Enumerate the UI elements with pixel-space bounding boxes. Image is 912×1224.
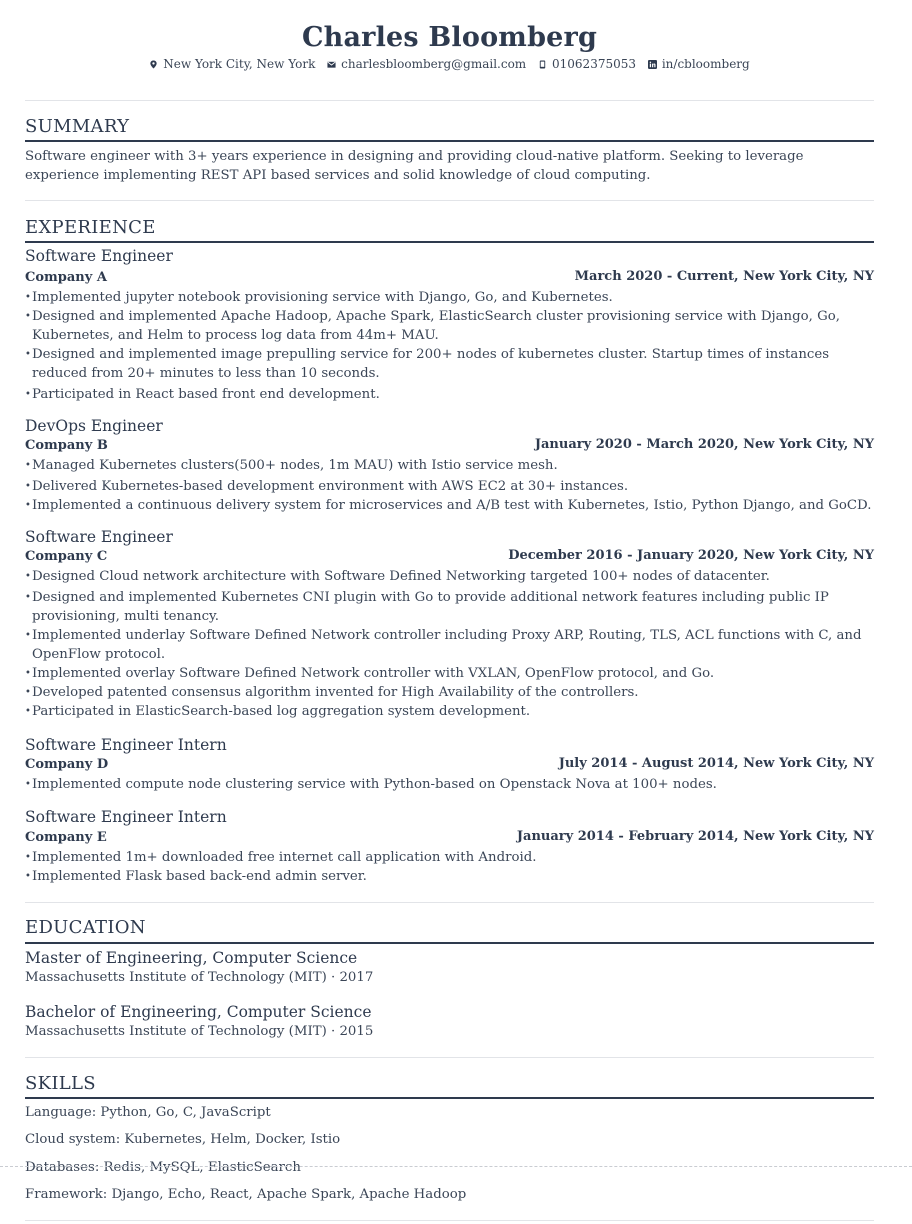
location-text: New York City, New York (163, 57, 316, 71)
contact-email[interactable] (327, 57, 526, 71)
mail-icon (327, 60, 336, 69)
phone-text[interactable]: 01062375053 (552, 57, 636, 71)
location-pin-icon (149, 60, 158, 69)
job-bullet: • Participated in React based front end development. (25, 385, 874, 404)
contact-line (25, 57, 874, 72)
job-company: Company D (25, 757, 109, 772)
skill-line: Cloud system: Kubernetes, Helm, Docker, Istio (25, 1132, 341, 1147)
skill-line: Framework: Django, Echo, React, Apache Spark, Apache Hadoop (25, 1187, 467, 1202)
job-dates: December 2016 - January 2020, New York City, NY (508, 548, 874, 563)
education-underline (25, 942, 874, 944)
contact-linkedin[interactable] (648, 57, 750, 71)
job-bullet: • Implemented overlay Software Defined Network controller with VXLAN, OpenFlow protocol, and Go. (25, 664, 874, 683)
contact-phone[interactable] (538, 57, 636, 71)
job-bullet: • Designed and implemented Kubernetes CNI plugin with Go to provide additional network features including public IP provisioning, multi tenancy. (25, 588, 874, 626)
experience-underline (25, 241, 874, 243)
job-bullet: • Implemented a continuous delivery system for microservices and A/B test with Kubernetes, Istio, Python Django, and GoCD. (25, 496, 874, 515)
job-bullet: • Implemented Flask based back-end admin server. (25, 867, 874, 886)
education-heading: EDUCATION (25, 917, 146, 938)
skills-heading: SKILLS (25, 1073, 96, 1094)
divider (25, 1057, 874, 1058)
job-bullet: • Designed and implemented Apache Hadoop, Apache Spark, ElasticSearch cluster provisioning service with Django, Go, Kubernetes, and Helm to process log data from 44m+ MAU. (25, 307, 874, 345)
divider (25, 100, 874, 101)
job-role: Software Engineer (25, 247, 173, 265)
job-company: Company C (25, 549, 108, 564)
divider (25, 200, 874, 201)
job-role: Software Engineer Intern (25, 808, 227, 826)
degree-school: Massachusetts Institute of Technology (MIT) · 2017 (25, 970, 374, 985)
degree-school: Massachusetts Institute of Technology (MIT) · 2015 (25, 1024, 374, 1039)
job-company: Company E (25, 830, 107, 845)
contact-location (149, 57, 315, 71)
job-company: Company A (25, 270, 107, 285)
linkedin-icon (648, 60, 657, 69)
job-bullet: • Delivered Kubernetes-based development environment with AWS EC2 at 30+ instances. (25, 477, 874, 496)
job-bullet: • Managed Kubernetes clusters(500+ nodes, 1m MAU) with Istio service mesh. (25, 456, 874, 475)
job-bullet: • Participated in ElasticSearch-based log aggregation system development. (25, 702, 874, 721)
divider (25, 1220, 874, 1221)
summary-heading: SUMMARY (25, 116, 130, 137)
job-role: Software Engineer (25, 528, 173, 546)
job-dates: January 2014 - February 2014, New York City, NY (516, 829, 874, 844)
email-text[interactable]: charlesbloomberg@gmail.com (341, 57, 527, 71)
job-bullet: • Implemented underlay Software Defined Network controller including Proxy ARP, Routing, TLS, ACL functions with C, and OpenFlow protocol. (25, 626, 874, 664)
job-company: Company B (25, 438, 108, 453)
phone-icon (538, 60, 547, 69)
page-break-line (0, 1166, 912, 1167)
job-role: DevOps Engineer (25, 417, 163, 435)
job-bullet: • Implemented 1m+ downloaded free internet call application with Android. (25, 848, 874, 867)
candidate-name: Charles Bloomberg (301, 22, 598, 53)
job-dates: July 2014 - August 2014, New York City, NY (558, 756, 874, 771)
job-dates: January 2020 - March 2020, New York City, NY (534, 437, 874, 452)
job-bullet: • Designed Cloud network architecture with Software Defined Networking targeted 100+ nodes of datacenter. (25, 567, 874, 586)
summary-text: Software engineer with 3+ years experience in designing and providing cloud-native platform. Seeking to leverage experience implementing REST API based services and solid knowledge of cloud computing. (25, 149, 804, 183)
divider (25, 902, 874, 903)
job-dates: March 2020 - Current, New York City, NY (574, 269, 874, 284)
degree-title: Master of Engineering, Computer Science (25, 949, 358, 967)
job-bullet: • Implemented compute node clustering service with Python-based on Openstack Nova at 100+ nodes. (25, 775, 874, 794)
job-role: Software Engineer Intern (25, 736, 227, 754)
skill-line: Language: Python, Go, C, JavaScript (25, 1105, 271, 1120)
summary-underline (25, 140, 874, 142)
job-bullet: • Developed patented consensus algorithm invented for High Availability of the controllers. (25, 683, 874, 702)
job-bullet: • Designed and implemented image prepulling service for 200+ nodes of kubernetes cluster. Startup times of instances reduced from 20+ minutes to less than 10 seconds. (25, 345, 874, 383)
linkedin-text[interactable]: in/cbloomberg (661, 57, 750, 71)
degree-title: Bachelor of Engineering, Computer Science (25, 1003, 372, 1021)
job-bullet: • Implemented jupyter notebook provisioning service with Django, Go, and Kubernetes. (25, 288, 874, 307)
skill-line: Databases: Redis, MySQL, ElasticSearch (25, 1160, 301, 1175)
experience-heading: EXPERIENCE (25, 217, 156, 238)
skills-underline (25, 1097, 874, 1099)
